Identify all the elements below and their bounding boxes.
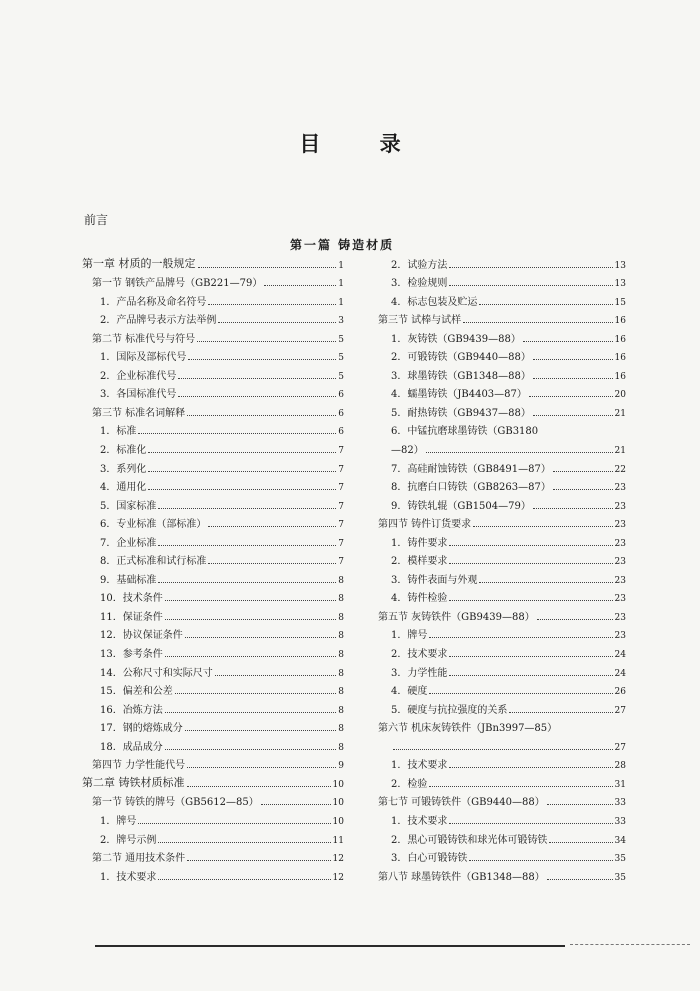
toc-item[interactable]: [82, 604, 344, 623]
toc-entry-text: 15．偏差和公差: [100, 686, 173, 698]
toc-item[interactable]: [378, 252, 626, 271]
dot-leader: [158, 582, 336, 583]
dot-leader: [426, 452, 613, 453]
toc-item[interactable]: [378, 475, 626, 494]
toc-item[interactable]: [378, 827, 626, 846]
toc-item[interactable]: [82, 419, 344, 438]
toc-page-number: 16: [614, 316, 626, 327]
toc-page-number: 1: [338, 297, 344, 308]
toc-page-number: 6: [338, 408, 344, 419]
dot-leader: [533, 359, 613, 360]
toc-page-number: 15: [614, 297, 626, 308]
toc-entry-text: 1．技术要求: [391, 815, 448, 827]
toc-entry-text: 2．企业标准代号: [100, 370, 177, 382]
toc-item[interactable]: [82, 660, 344, 679]
dot-leader: [175, 693, 337, 694]
footer-rule: [95, 945, 565, 947]
dot-leader: [509, 712, 612, 713]
toc-page-number: 1: [338, 260, 344, 271]
toc-entry-text: 1．牌号: [100, 815, 137, 827]
toc-page-number: 6: [338, 427, 344, 438]
toc-page-number: 8: [338, 631, 344, 642]
dot-leader: [449, 823, 612, 824]
toc-item[interactable]: [82, 641, 344, 660]
toc-page-number: 3: [338, 316, 344, 327]
dot-leader: [449, 656, 612, 657]
toc-page-number: 7: [338, 446, 344, 457]
toc-page-number: 33: [614, 798, 626, 809]
toc-item[interactable]: [82, 623, 344, 642]
toc-page-number: 28: [614, 761, 626, 772]
dot-leader: [187, 767, 336, 768]
toc-entry-text: 16．冶炼方法: [100, 704, 163, 716]
dot-leader: [429, 786, 612, 787]
toc-page-number: 8: [338, 612, 344, 623]
toc-entry-text: 5．国家标准: [100, 500, 157, 512]
toc-page-number: 27: [614, 742, 626, 753]
toc-item[interactable]: [378, 530, 626, 549]
toc-right-column: [378, 252, 626, 883]
toc-entry-text: 7．企业标准: [100, 537, 157, 549]
dot-leader: [185, 637, 337, 638]
dot-leader: [429, 637, 612, 638]
toc-entry-text: 2．产品牌号表示方法举例: [100, 315, 217, 327]
toc-item[interactable]: [378, 846, 626, 865]
dot-leader: [449, 285, 612, 286]
toc-section[interactable]: [378, 716, 626, 735]
toc-item[interactable]: [378, 493, 626, 512]
toc-item[interactable]: [82, 864, 344, 883]
dot-leader: [165, 600, 337, 601]
toc-entry-text: 3．白心可锻铸铁: [391, 853, 468, 865]
dot-leader: [429, 693, 612, 694]
toc-page-number: 8: [338, 705, 344, 716]
toc-entry-text: 5．耐热铸铁（GB9437—88）: [391, 407, 531, 419]
toc-item[interactable]: [378, 345, 626, 364]
toc-entry-text: 第一节 铸铁的牌号（GB5612—85）: [92, 797, 259, 809]
dot-leader: [449, 675, 612, 676]
toc-entry-text: 第一章 材质的一般规定: [82, 256, 196, 270]
toc-entry-text: 10．技术条件: [100, 593, 163, 605]
dot-leader: [197, 341, 336, 342]
dot-leader: [208, 526, 336, 527]
toc-entry-text: 2．可锻铸铁（GB9440—88）: [391, 352, 531, 364]
dot-leader: [479, 304, 612, 305]
toc-entry-text: 3．球墨铸铁（GB1348—88）: [391, 370, 531, 382]
dot-leader: [529, 396, 613, 397]
toc-entry-text: 2．标准化: [100, 445, 147, 457]
toc-entry-text: 第三节 试棒与试样: [378, 315, 462, 327]
toc-item[interactable]: [378, 586, 626, 605]
toc-item[interactable]: [82, 456, 344, 475]
toc-page-number: 27: [614, 705, 626, 716]
dot-leader: [158, 545, 336, 546]
toc-item[interactable]: [378, 363, 626, 382]
dot-leader: [479, 582, 612, 583]
toc-section[interactable]: [82, 271, 344, 290]
toc-page-number: 7: [338, 520, 344, 531]
toc-page-number: 24: [614, 650, 626, 661]
toc-item[interactable]: [82, 679, 344, 698]
dot-leader: [188, 359, 336, 360]
toc-page-number: 13: [614, 260, 626, 271]
toc-page-number: 22: [614, 464, 626, 475]
toc-section[interactable]: [378, 512, 626, 531]
toc-page-number: 23: [614, 520, 626, 531]
toc-page-number: 5: [338, 371, 344, 382]
toc-page-number: 7: [338, 464, 344, 475]
preface-entry[interactable]: 前言: [84, 213, 109, 227]
toc-item[interactable]: [82, 512, 344, 531]
toc-section[interactable]: [82, 753, 344, 772]
dot-leader: [533, 378, 613, 379]
dot-leader: [187, 786, 331, 787]
toc-entry-text: 8．抗磨白口铸铁（GB8263—87）: [391, 482, 551, 494]
dot-leader: [165, 712, 337, 713]
dot-leader: [547, 879, 613, 880]
toc-item[interactable]: [378, 734, 626, 753]
toc-item[interactable]: [82, 716, 344, 735]
toc-section[interactable]: [82, 790, 344, 809]
dot-leader: [185, 730, 337, 731]
toc-page-number: 7: [338, 483, 344, 494]
toc-entry-text: 第一节 钢铁产品牌号（GB221—79）: [92, 278, 263, 290]
toc-page-number: 5: [338, 353, 344, 364]
toc-item[interactable]: [378, 567, 626, 586]
toc-page-number: 6: [338, 390, 344, 401]
toc-entry-text: 18．成品成分: [100, 741, 163, 753]
toc-item[interactable]: [378, 456, 626, 475]
toc-item[interactable]: [82, 567, 344, 586]
dot-leader: [165, 749, 337, 750]
toc-item[interactable]: [82, 363, 344, 382]
toc-entry-text: 2．检验: [391, 778, 428, 790]
toc-item[interactable]: [378, 771, 626, 790]
toc-page-number: 12: [332, 872, 344, 883]
dot-leader: [264, 285, 336, 286]
toc-item[interactable]: [378, 808, 626, 827]
toc-page-number: 8: [338, 650, 344, 661]
toc-page-number: 10: [332, 798, 344, 809]
toc-section[interactable]: [378, 604, 626, 623]
footer-dash: [570, 944, 690, 945]
toc-entry-text: 2．技术要求: [391, 649, 448, 661]
toc-section[interactable]: [378, 790, 626, 809]
dot-leader: [158, 842, 330, 843]
toc-item[interactable]: [378, 660, 626, 679]
toc-page-number: 8: [338, 668, 344, 679]
dot-leader: [138, 433, 336, 434]
toc-entry-text: 第五节 灰铸铁件（GB9439—88）: [378, 611, 535, 623]
dot-leader: [187, 860, 330, 861]
toc-chapter[interactable]: [82, 252, 344, 271]
toc-item[interactable]: [378, 641, 626, 660]
toc-left-column: [82, 252, 344, 883]
toc-page-number: 13: [614, 279, 626, 290]
toc-item[interactable]: [378, 679, 626, 698]
dot-leader: [165, 619, 337, 620]
toc-item[interactable]: [378, 289, 626, 308]
toc-entry-text: 第四节 铸件订货要求: [378, 519, 472, 531]
toc-item[interactable]: [82, 308, 344, 327]
toc-entry-text: 第七节 可锻铸铁件（GB9440—88）: [378, 797, 545, 809]
toc-page-number: 23: [614, 501, 626, 512]
toc-entry-text: 1．牌号: [391, 630, 428, 642]
dot-leader: [547, 804, 613, 805]
toc-entry-text: 1．技术要求: [391, 760, 448, 772]
toc-page-number: 10: [332, 816, 344, 827]
dot-leader: [165, 656, 337, 657]
toc-page-number: 23: [614, 538, 626, 549]
toc-page-number: 11: [332, 835, 344, 846]
toc-item[interactable]: [82, 734, 344, 753]
toc-entry-text: 2．模样要求: [391, 556, 448, 568]
toc-entry-text: 第二节 通用技术条件: [92, 853, 186, 865]
toc-page-number: 31: [614, 779, 626, 790]
toc-item[interactable]: [82, 345, 344, 364]
toc-page-number: 16: [614, 334, 626, 345]
toc-item[interactable]: [82, 808, 344, 827]
toc-entry-text: 1．技术要求: [100, 871, 157, 883]
toc-item[interactable]: [378, 271, 626, 290]
toc-item[interactable]: [82, 289, 344, 308]
toc-entry-text: —82）: [391, 445, 424, 457]
toc-entry-text: 6．专业标准（部标准）: [100, 519, 207, 531]
dot-leader: [187, 415, 336, 416]
toc-section[interactable]: [82, 846, 344, 865]
toc-page-number: 20: [614, 390, 626, 401]
dot-leader: [261, 804, 331, 805]
dot-leader: [469, 860, 612, 861]
toc-page-number: 21: [614, 408, 626, 419]
dot-leader: [533, 508, 613, 509]
toc-entry-text: 1．铸件要求: [391, 537, 448, 549]
toc-item[interactable]: [82, 530, 344, 549]
toc-entry-text: 1．灰铸铁（GB9439—88）: [391, 333, 521, 345]
dot-leader: [549, 842, 612, 843]
toc-entry-text: 17．钢的熔炼成分: [100, 723, 183, 735]
toc-entry-text: 3．铸件表面与外观: [391, 574, 478, 586]
toc-page-number: 8: [338, 575, 344, 586]
toc-page-number: 34: [614, 835, 626, 846]
toc-entry-text: 5．硬度与抗拉强度的关系: [391, 704, 508, 716]
toc-page-number: 7: [338, 501, 344, 512]
toc-entry-text: 1．国际及部标代号: [100, 352, 187, 364]
dot-leader: [198, 267, 337, 268]
toc-entry-text: 6．中锰抗磨球墨铸铁（GB3180: [391, 426, 539, 438]
toc-page-number: 10: [332, 779, 344, 790]
toc-page-number: 1: [338, 279, 344, 290]
dot-leader: [178, 396, 336, 397]
toc-page-number: 12: [332, 854, 344, 865]
toc-entry-text: 3．各国标准代号: [100, 389, 177, 401]
toc-entry-text: 第二章 铸铁材质标准: [82, 775, 185, 789]
toc-entry-text: 3．检验规则: [391, 278, 448, 290]
dot-leader: [148, 489, 336, 490]
toc-page-number: 9: [338, 761, 344, 772]
toc-entry-text: 14．公称尺寸和实际尺寸: [100, 667, 213, 679]
toc-entry-text: 4．标志包装及贮运: [391, 296, 478, 308]
dot-leader: [553, 489, 613, 490]
toc-item[interactable]: [378, 753, 626, 772]
toc-page-number: 35: [614, 854, 626, 865]
dot-leader: [473, 526, 612, 527]
dot-leader: [178, 378, 336, 379]
toc-item[interactable]: [82, 437, 344, 456]
dot-leader: [158, 879, 330, 880]
toc-entry-text: 8．正式标准和试行标准: [100, 556, 207, 568]
toc-page-number: 7: [338, 538, 344, 549]
toc-page-number: 7: [338, 557, 344, 568]
toc-page-number: 24: [614, 668, 626, 679]
toc-page-number: 8: [338, 687, 344, 698]
dot-leader: [148, 471, 336, 472]
dot-leader: [449, 767, 612, 768]
toc-page-number: 26: [614, 687, 626, 698]
toc-item[interactable]: [82, 827, 344, 846]
toc-page-number: 23: [614, 557, 626, 568]
toc-entry-text: 第八节 球墨铸铁件（GB1348—88）: [378, 871, 545, 883]
dot-leader: [449, 267, 612, 268]
toc-item[interactable]: [378, 419, 626, 438]
toc-entry-text: 第二节 标准代号与符号: [92, 333, 196, 345]
toc-page-number: 8: [338, 594, 344, 605]
toc-page-number: 8: [338, 724, 344, 735]
toc-chapter[interactable]: [82, 771, 344, 790]
toc-entry-text: 7．高硅耐蚀铸铁（GB8491—87）: [391, 463, 551, 475]
toc-entry-text: 9．基础标准: [100, 574, 157, 586]
toc-section[interactable]: [378, 308, 626, 327]
toc-entry-text: 4．硬度: [391, 686, 428, 698]
dot-leader: [158, 508, 336, 509]
toc-item[interactable]: [378, 326, 626, 345]
toc-item[interactable]: [378, 400, 626, 419]
dot-leader: [533, 415, 613, 416]
toc-page-number: 23: [614, 575, 626, 586]
dot-leader: [449, 563, 612, 564]
dot-leader: [208, 304, 336, 305]
toc-section[interactable]: [378, 864, 626, 883]
dot-leader: [449, 600, 612, 601]
toc-item[interactable]: [82, 475, 344, 494]
toc-item[interactable]: [82, 549, 344, 568]
toc-page-number: 16: [614, 371, 626, 382]
toc-entry-text: 2．试验方法: [391, 259, 448, 271]
dot-leader: [218, 322, 336, 323]
dot-leader: [138, 823, 330, 824]
dot-leader: [208, 563, 336, 564]
toc-entry-text: 2．黑心可锻铸铁和球光体可锻铸铁: [391, 834, 548, 846]
toc-entry-text: 3．系列化: [100, 463, 147, 475]
toc-entry-text: 12．协议保证条件: [100, 630, 183, 642]
toc-entry-text: 11．保证条件: [100, 611, 163, 623]
toc-entry-text: 2．牌号示例: [100, 834, 157, 846]
toc-page-number: 5: [338, 334, 344, 345]
toc-entry-text: 第三节 标准名词解释: [92, 407, 186, 419]
toc-entry-text: 4．通用化: [100, 482, 147, 494]
dot-leader: [537, 619, 613, 620]
toc-item[interactable]: [82, 697, 344, 716]
toc-entry-text: 第六节 机床灰铸铁件（JBn3997—85）: [378, 723, 558, 735]
toc-entry-text: 1．标准: [100, 426, 137, 438]
toc-entry-text: 4．铸件检验: [391, 593, 448, 605]
part-heading[interactable]: 第一篇 铸造材质: [290, 238, 395, 252]
toc-page-number: 16: [614, 353, 626, 364]
toc-item[interactable]: [82, 493, 344, 512]
toc-entry-text: 9．铸铁轧辊（GB1504—79）: [391, 500, 531, 512]
toc-entry-text: 13．参考条件: [100, 649, 163, 661]
toc-page-number: 35: [614, 872, 626, 883]
toc-item[interactable]: [378, 697, 626, 716]
toc-item[interactable]: [82, 586, 344, 605]
toc-page-number: 8: [338, 742, 344, 753]
toc-page-number: 23: [614, 483, 626, 494]
toc-item[interactable]: [378, 437, 626, 456]
toc-item[interactable]: [82, 382, 344, 401]
dot-leader: [148, 452, 336, 453]
dot-leader: [215, 675, 337, 676]
dot-leader: [463, 322, 612, 323]
toc-entry-text: 4．蠕墨铸铁（JB4403—87）: [391, 389, 527, 401]
toc-page-number: 33: [614, 816, 626, 827]
toc-entry-text: 3．力学性能: [391, 667, 448, 679]
toc-page-number: 23: [614, 631, 626, 642]
dot-leader: [523, 341, 613, 342]
toc-page-number: 23: [614, 594, 626, 605]
toc-item[interactable]: [378, 382, 626, 401]
dot-leader: [553, 471, 613, 472]
dot-leader: [393, 749, 613, 750]
toc-section[interactable]: [82, 326, 344, 345]
toc-page-number: 21: [614, 446, 626, 457]
dot-leader: [449, 545, 612, 546]
toc-entry-text: 第四节 力学性能代号: [92, 760, 186, 772]
toc-section[interactable]: [82, 400, 344, 419]
page-title: 目 录: [299, 131, 427, 156]
toc-entry-text: 1．产品名称及命名符号: [100, 296, 207, 308]
toc-item[interactable]: [378, 549, 626, 568]
toc-item[interactable]: [378, 623, 626, 642]
toc-page-number: 23: [614, 612, 626, 623]
